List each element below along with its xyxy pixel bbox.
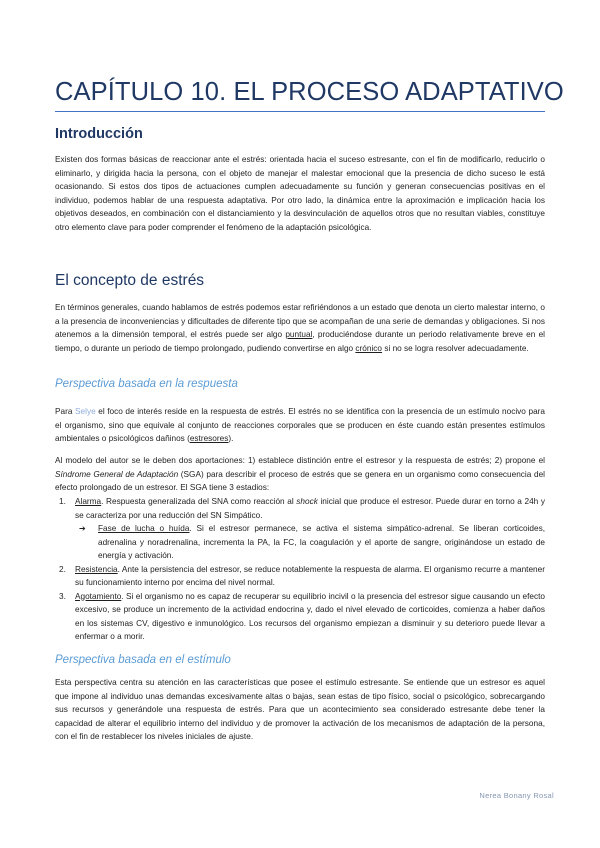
list-item: 3. Agotamiento. Si el organismo no es capaz de recuperar su equilibrio incivil o la presencia del estresor sigue causando un efecto excesivo, se produce un incremento de la actividad endocrina y, dado el nivel elevado de corticoides, comienza a haber daños en los sistemas CV, digestivo e inmunológico. Los recursos del organismo empiezan a disminuir y su deterioro puede llevar a enfermar o a morir. — [59, 591, 545, 641]
intro-paragraph: Existen dos formas básicas de reaccionar ante el estrés: orientada hacia el suceso estresante, con el fin de modificarlo, reducirlo o eliminarlo, y dirigida hacia la persona, con el objeto de manejar el malestar emocional que la presencia de dicho suceso le está ocasionando. Si estos dos tipos de actuaciones cumplen adecuadamente su función y generan consecuencias positivas en el individuo, podemos hablar de una respuesta adaptativa. Por otro lado, la dinámica entre la aproximación e implicación hacia los objetivos deseados, en combinación con el distanciamiento y la desvinculación de aquellos otros que no resultan viables, constituye otro elemento clave para poder comprender el fenómeno de la adaptación psicológica. — [55, 155, 545, 232]
list-subitem: ➔ Fase de lucha o huída. Si el estresor permanece, se activa el sistema simpático-adrenal. Se liberan corticoides, adrenalina y noradrenalina, incrementa la PA, la FC, la coagulación y el aporte de sangre, originándose un estado de energía y activación. — [79, 524, 545, 560]
stage-term: Agotamiento — [75, 591, 122, 601]
heading-concepto-estres: El concepto de estrés — [55, 272, 205, 289]
stimulus-paragraph: Esta perspectiva centra su atención en las características que posee el estímulo estresante. Se entiende que un estresor es aquel que impone al individuo unas demandas excesivamente altas o bajas, sean estas de tipo físico, social o psicológico, sobrecargando sus recursos y generándole una respuesta de estrés. Para que un acontecimiento sea considerado estresante debe tener la capacidad de alterar el equilibrio interno del individuo y de promover la activación de los mecanismos de adaptación de la persona, con el fin de restablecer los niveles iniciales de ajuste. — [55, 678, 545, 741]
list-item: 1. Alarma. Respuesta generalizada del SNA como reacción al shock inicial que produce el estresor. Puede durar en torno a 24h y se caracteriza por una reducción del SN Simpático. — [59, 497, 545, 520]
stage-term: Fase de lucha o huída — [98, 524, 190, 533]
arrow-right-icon: ➔ — [79, 524, 86, 533]
term-cronico: crónico — [355, 343, 383, 353]
term-sga: Síndrome General de Adaptación — [55, 469, 179, 479]
response-paragraph-1: Para Selye el foco de interés reside en la respuesta de estrés. El estrés no se identifica con la presencia de un estímulo nocivo para el organismo, sino que equivale al conjunto de reacciones corporales que se producen en éste cuando están presentes estímulos ambientales o psicológicos dañinos (estresores). — [55, 407, 545, 443]
stages-list — [55, 495, 545, 644]
stage-term: Resistencia — [75, 564, 118, 574]
list-item: 2. Resistencia. Ante la persistencia del estresor, se reduce notablemente la respuesta de alarma. El organismo recurre a mantener su funcionamiento interno por encima del nivel normal. — [59, 564, 545, 587]
concept-paragraph: En términos generales, cuando hablamos de estrés podemos estar refiriéndonos a un estado que denota un cierto malestar interno, o a la presencia de inconveniencias y dificultades de diferente tipo que se acompañan de una serie de demandas y obligaciones. Si nos atenemos a la dimensión temporal, el estrés puede ser algo puntual, produciéndose durante un periodo relativamente breve en el tiempo, o durante un periodo de tiempo prolongado, pudiendo convertirse en algo crónico si no se logra resolver adecuadamente. — [55, 303, 545, 353]
title-underline — [55, 111, 545, 112]
heading-introduccion: Introducción — [55, 126, 143, 142]
footer-author: Nerea Bonany Rosal — [479, 791, 554, 800]
stage-term: Alarma — [75, 497, 102, 506]
term-puntual: puntual — [285, 330, 313, 339]
selye-link[interactable]: Selye — [75, 407, 96, 416]
response-paragraph-2: Al modelo del autor se le deben dos aportaciones: 1) establece distinción entre el estresor y la respuesta de estrés; 2) propone el Síndrome General de Adaptación (SGA) para describir el proceso de estrés que se genera en un organismo como consecuencia del efecto prolongado de un estresor. El SGA tiene 3 estadios: — [55, 456, 545, 492]
heading-perspectiva-estimulo: Perspectiva basada en el estímulo — [55, 654, 231, 666]
term-estresores: estresores — [189, 434, 229, 443]
chapter-title: CAPÍTULO 10. EL PROCESO ADAPTATIVO — [55, 78, 564, 106]
heading-perspectiva-respuesta: Perspectiva basada en la respuesta — [55, 378, 238, 390]
